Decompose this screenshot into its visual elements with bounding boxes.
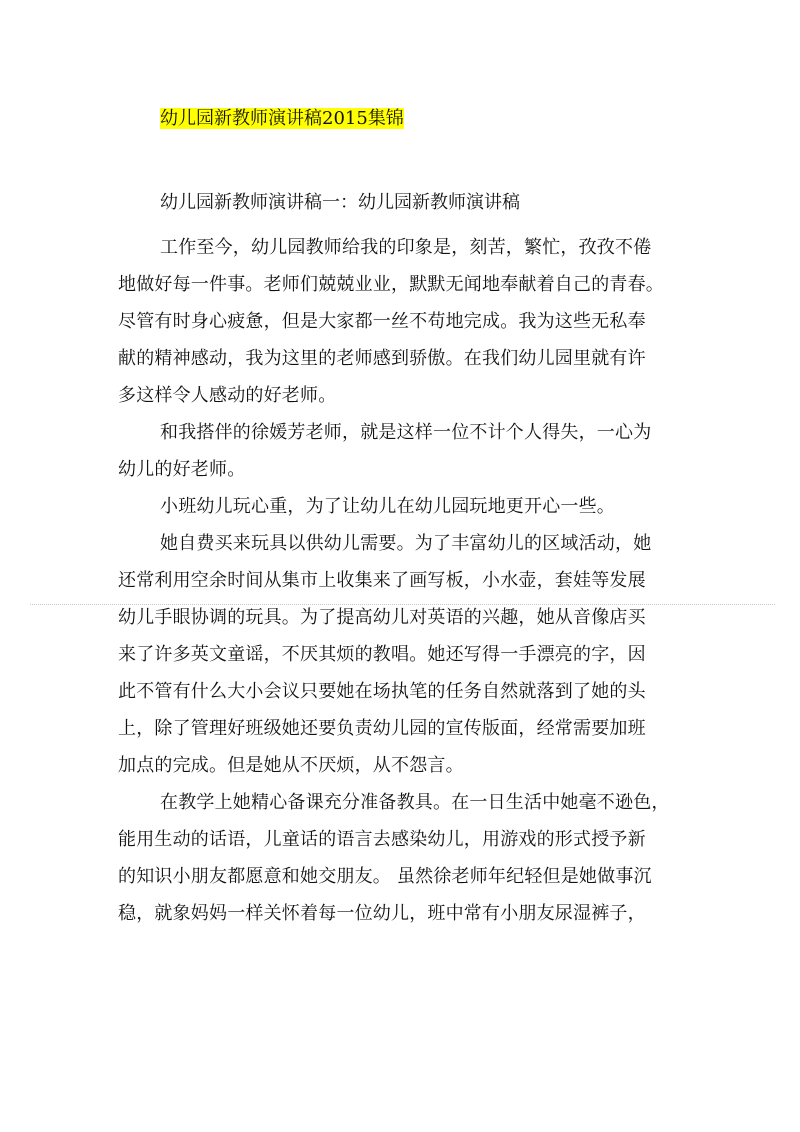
body-text [118,229,688,932]
paragraph-line: 小班幼儿玩心重，为了让幼儿在幼儿园玩地更开心一些。 [160,496,615,517]
paragraph-line: 尽管有时身心疲惫，但是大家都一丝不苟地完成。我为这些无私奉 [118,311,646,332]
paragraph-line: 的知识小朋友都愿意和她交朋友。 虽然徐老师年纪轻但是她做事沉 [118,866,652,887]
paragraph-line: 稳，就象妈妈一样关怀着每一位幼儿，班中常有小朋友尿湿裤子， [118,903,646,924]
paragraph-line: 地做好每一件事。老师们兢兢业业，默默无闻地奉献着自己的青春。 [118,274,664,295]
paragraph-line: 还常利用空余时间从集市上收集来了画写板，小水壶，套娃等发展 [118,570,646,591]
paragraph-line: 在教学上她精心备课充分准备教具。在一日生活中她毫不逊色， [160,792,670,813]
paragraph-line: 工作至今，幼儿园教师给我的印象是，刻苦，繁忙，孜孜不倦 [160,237,652,258]
title-text: 幼儿园新教师演讲稿 [160,108,322,129]
paragraph-line: 此不管有什么大小会议只要她在场执笔的任务自然就落到了她的头 [118,681,646,702]
title-year: 2015 [322,108,368,129]
paragraph-line: 献的精神感动，我为这里的老师感到骄傲。在我们幼儿园里就有许 [118,348,646,369]
paragraph-line: 她自费买来玩具以供幼儿需要。为了丰富幼儿的区域活动，她 [160,533,652,554]
page-break-divider [30,604,775,605]
paragraph-line: 幼儿的好老师。 [118,459,246,480]
paragraph-line: 加点的完成。但是她从不厌烦，从不怨言。 [118,755,464,776]
title-suffix: 集锦 [367,108,404,129]
paragraph-line: 来了许多英文童谣，不厌其烦的教唱。她还写得一手漂亮的字，因 [118,644,646,665]
document-title [160,106,404,132]
paragraph-line: 上，除了管理好班级她还要负责幼儿园的宣传版面，经常需要加班 [118,718,646,739]
paragraph-line: 能用生动的话语，儿童话的语言去感染幼儿，用游戏的形式授予新 [118,829,646,850]
paragraph-line: 多这样令人感动的好老师。 [118,385,337,406]
section-heading: 幼儿园新教师演讲稿一：幼儿园新教师演讲稿 [160,192,520,213]
paragraph-line: 和我搭伴的徐媛芳老师，就是这样一位不计个人得失，一心为 [160,422,652,443]
paragraph-line: 幼儿手眼协调的玩具。为了提高幼儿对英语的兴趣，她从音像店买 [118,607,646,628]
